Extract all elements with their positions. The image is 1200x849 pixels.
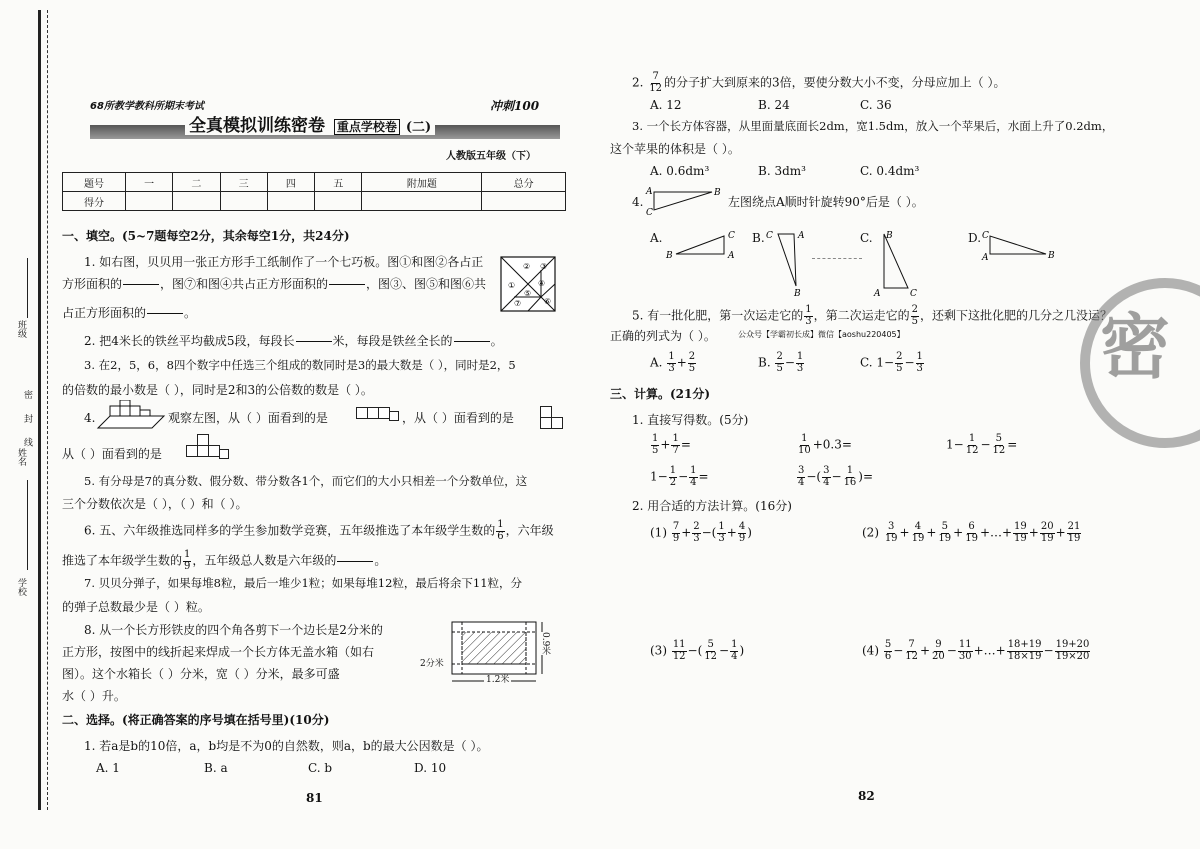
q7-line2: 的弹子总数最少是（ ）粒。 (62, 600, 210, 614)
calc2-expr-4: (4) $\frac{5}{6}$ − $\frac{7}{12}$ + $\frac{9}{20}$ − $\frac{11}{30}$ +…+ $\frac{18+19}{18\times 19}$ − $\frac{19+20}{19\times 20}$ (862, 639, 1090, 662)
score-cell: 附加题 (362, 173, 482, 192)
view-figure-3 (186, 434, 236, 464)
choice2-option[interactable]: A. 12 (650, 98, 682, 112)
score-input[interactable] (482, 192, 566, 211)
view-figure-1 (356, 407, 400, 419)
calc1-expr-5: $\frac{3}{4}$ −( $\frac{3}{4}$ − $\frac{1}{16}$ )= (798, 465, 874, 488)
choice5-text: ，还剩下这批化肥的几分之几没运？ (920, 308, 1113, 323)
score-table-header-row (63, 173, 566, 192)
svg-text:B: B (886, 231, 893, 241)
q6-text: 6. 五、六年级推选同样多的学生参加数学竞赛，五年级推选了本年级学生数的 (84, 523, 496, 538)
answer-fraction-blank[interactable] (296, 334, 332, 349)
fraction: $\frac{2}{5}$ (776, 351, 783, 374)
fraction: $\frac{1}{3}$ (668, 351, 675, 374)
q2-text: 。 (490, 334, 503, 348)
q8-line3: 图）。这个水箱长（ ）分米，宽（ ）分米，最多可盛 (62, 667, 340, 681)
score-input[interactable] (362, 192, 482, 211)
answer-fraction-blank[interactable] (454, 334, 490, 349)
calc1-expr-4: 1− $\frac{1}{2}$ − $\frac{1}{4}$ = (650, 465, 709, 488)
q2-text: 米，每段是铁丝全长的 (332, 334, 453, 348)
q5-line1: 5. 有分母是7的真分数、假分数、带分数各1个，而它们的大小只相差一个分数单位，这 (84, 474, 528, 488)
svg-text:⑤: ⑤ (524, 289, 532, 298)
school-label: 学校 (16, 578, 26, 596)
svg-text:B: B (794, 289, 801, 296)
calc1-title: 1. 直接写得数。(5分) (632, 413, 749, 427)
rotation-option-b[interactable] (764, 226, 814, 296)
svg-text:B: B (714, 188, 721, 198)
denominator: 3 (805, 315, 812, 327)
choice5-line1 (632, 305, 1112, 327)
choice2-option[interactable]: C. 36 (860, 98, 892, 112)
name-label: 姓名 (16, 448, 26, 466)
calc2-expr-1: (1) $\frac{7}{9}$ + $\frac{2}{3}$ −( $\frac{1}{3}$ + $\frac{4}{9}$ ) (650, 521, 752, 544)
fraction (648, 72, 663, 94)
fraction (911, 305, 919, 327)
choice5-option-a[interactable]: A. $\frac{1}{3}$ + $\frac{2}{5}$ (650, 351, 696, 374)
score-table-score-row (63, 192, 566, 211)
section2-title: 二、选择。(将正确答案的序号填在括号里)(10分) (62, 713, 330, 727)
option-letter: B. (758, 355, 771, 370)
svg-text:③: ③ (540, 262, 548, 271)
denominator: 12 (649, 82, 663, 94)
score-cell: 五 (315, 173, 362, 192)
paper-title-text: 全真模拟训练密卷 (189, 116, 325, 136)
fraction: $\frac{1}{3}$ (796, 351, 804, 374)
option-letter: A. (650, 355, 663, 370)
answer-fraction-blank[interactable] (337, 554, 373, 569)
scan-mark (812, 258, 862, 259)
choice1-question: 1. 若a是b的10倍，a，b均是不为0的自然数，则a，b的最大公因数是（ ）。 (84, 739, 489, 753)
svg-text:C: C (766, 231, 773, 241)
score-input[interactable] (126, 192, 173, 211)
rotation-option-d[interactable] (980, 226, 1060, 262)
q8-line2: 正方形，按图中的线折起来焊成一个长方体无盖水箱（如右 (62, 645, 375, 659)
page-number-left: 81 (306, 791, 323, 805)
q6-line2 (62, 550, 386, 572)
choice5-option-b[interactable]: B. $\frac{2}{5}$ − $\frac{1}{3}$ (758, 351, 804, 374)
calc1-expr-2: $\frac{1}{10}$ +0.3= (798, 433, 852, 456)
choice1-option[interactable]: D. 10 (414, 761, 447, 775)
class-blank (27, 258, 28, 318)
seal-line-text: 密 封 线 (22, 390, 32, 453)
score-cell: 得分 (63, 192, 126, 211)
choice3-line1: 3. 一个长方体容器，从里面量底面长2dm，宽1.5dm，放入一个苹果后，水面上升了0.2dm， (632, 119, 1114, 133)
choice3-option[interactable]: A. 0.6dm³ (650, 164, 710, 178)
option-letter: C. (860, 355, 873, 370)
svg-text:C: C (646, 208, 653, 218)
choice1-option[interactable]: B. a (204, 761, 228, 775)
denominator: 5 (911, 315, 919, 327)
svg-text:⑥: ⑥ (544, 297, 552, 306)
paper-title (185, 118, 435, 135)
svg-text:A: A (646, 187, 653, 197)
numerator: 2 (911, 304, 919, 315)
q5-line2: 三个分数依次是（ ），（ ）和（ ）。 (62, 497, 248, 511)
fraction: $\frac{2}{5}$ (688, 351, 696, 374)
choice1-option[interactable]: A. 1 (96, 761, 120, 775)
score-input[interactable] (267, 192, 314, 211)
score-table (62, 172, 566, 211)
series-label: 68所教学教科所期末考试 (90, 101, 204, 112)
binding-outer-line (38, 10, 41, 810)
svg-text:C: C (728, 231, 735, 241)
q8-line4: 水（ ）升。 (62, 689, 126, 703)
q1-line2 (62, 277, 486, 292)
choice4-option[interactable]: C. (860, 231, 873, 245)
choice3-option[interactable]: B. 3dm³ (758, 164, 806, 178)
q4-text3: 从（ ）面看到的是 (62, 447, 162, 461)
q1-text: 占正方形面积的 (62, 306, 147, 320)
q4-text2: ，从（ ）面看到的是 (402, 411, 514, 425)
score-cell: 总分 (482, 173, 566, 192)
q1-text: 方形面积的 (62, 277, 123, 291)
numerator: 1 (805, 304, 812, 315)
view-cell (551, 417, 563, 429)
q3-line1: 3. 在2，5，6，8四个数字中任选三个组成的数同时是3的最大数是（ ），同时是2，5 (84, 358, 516, 372)
denominator: 9 (184, 560, 191, 572)
svg-text:②: ② (523, 262, 531, 271)
q1-text: 。 (184, 306, 197, 320)
paper-tag-num: (二) (405, 120, 432, 135)
score-cell: 四 (267, 173, 314, 192)
score-input[interactable] (220, 192, 267, 211)
q1-text: ，图③、图⑤和图⑥共 (366, 277, 487, 291)
section1-title: 一、填空。(5~7题每空2分，其余每空1分，共24分) (62, 229, 350, 243)
choice3-option[interactable]: C. 0.4dm³ (860, 164, 920, 178)
numerator: 1 (184, 549, 191, 560)
score-cell: 题号 (63, 173, 126, 192)
svg-text:⑦: ⑦ (514, 299, 522, 308)
edition-label: 人教版五年级（下） (446, 151, 536, 162)
q6-line1 (84, 520, 554, 542)
choice4-number: 4. (632, 195, 644, 209)
q1-line1: 1. 如右图，贝贝用一张正方形手工纸制作了一个七巧板。图①和图②各占正 (84, 255, 484, 269)
choice5-line2: 正确的列式为（ ）。 (610, 329, 716, 343)
numerator: 7 (652, 71, 659, 82)
calc2-expr-2: (2) $\frac{3}{19}$ + $\frac{4}{19}$ + $\frac{5}{19}$ + $\frac{6}{19}$ +…+ $\frac{19}{19}$ + $\frac{20}{19}$ + $\frac{21}{19}$ (862, 521, 1081, 544)
svg-text:④: ④ (538, 279, 546, 288)
calc1-expr-3: 1− $\frac{1}{12}$ − $\frac{5}{12}$ = (946, 433, 1018, 456)
svg-text:C: C (910, 289, 917, 296)
choice2-question (632, 72, 1005, 94)
q1-line3 (62, 306, 196, 321)
calc2-expr-3: (3) $\frac{11}{12}$ −( $\frac{5}{12}$ − $\frac{1}{4}$ ) (650, 639, 745, 662)
choice3-line2: 这个苹果的体积是（ ）。 (610, 142, 740, 156)
q8-line1: 8. 从一个长方形铁皮的四个角各剪下一个边长是2分米的 (84, 623, 383, 637)
name-blank (27, 480, 28, 570)
q2-text: 2. 把4米长的铁丝平均截成5段，每段长 (84, 334, 295, 348)
score-input[interactable] (173, 192, 220, 211)
rotation-source-figure (644, 184, 724, 218)
choice5-option-c[interactable]: C. 1− $\frac{2}{5}$ − $\frac{1}{3}$ (860, 351, 923, 374)
q4-number: 4. (84, 411, 96, 425)
svg-text:B: B (666, 251, 673, 261)
brand-logo: 冲刺100 (490, 99, 540, 113)
score-cell: 一 (126, 173, 173, 192)
svg-text:A: A (874, 289, 881, 296)
q6-text: 。 (374, 553, 387, 568)
svg-text:A: A (982, 253, 989, 262)
binding-dashed-line (47, 10, 48, 810)
score-input[interactable] (315, 192, 362, 211)
choice2-text: 2. (632, 75, 644, 90)
page-number-right: 82 (858, 789, 875, 803)
fig8-bottom-label: 1.2米 (486, 675, 510, 685)
answer-fraction-blank[interactable] (147, 306, 183, 321)
class-label: 班级 (16, 320, 26, 338)
q7-line1: 7. 贝贝分弹子，如果每堆8粒，最后一堆少1粒；如果每堆12粒，最后将余下11粒，分 (84, 576, 523, 590)
svg-text:A: A (728, 251, 735, 261)
numerator: 1 (497, 519, 504, 530)
cube-solid-figure (96, 400, 166, 430)
calc2-title: 2. 用合适的方法计算。(16分) (632, 499, 792, 513)
q3-line2: 的倍数的最小数是（ ），同时是2和3的公倍数的数是（ ）。 (62, 383, 373, 397)
svg-text:A: A (798, 231, 805, 241)
q2-line (84, 334, 503, 349)
answer-fraction-blank[interactable] (329, 277, 365, 292)
svg-text:C: C (982, 231, 989, 241)
rotation-option-a[interactable] (662, 226, 742, 262)
view-cell (219, 449, 229, 459)
rotation-option-c[interactable] (872, 226, 922, 296)
watermark-text: 公众号【学霸初长成】微信【aoshu220405】 (738, 330, 905, 339)
score-cell: 三 (220, 173, 267, 192)
choice2-option[interactable]: B. 24 (758, 98, 790, 112)
fraction (496, 520, 504, 542)
denominator: 6 (497, 530, 504, 542)
section3-title: 三、计算。(21分) (610, 387, 711, 401)
choice4-option[interactable]: D. (968, 231, 982, 245)
svg-text:B: B (1048, 251, 1055, 261)
choice4-text: 左图绕点A顺时针旋转90°后是（ ）。 (728, 195, 924, 209)
fig8-side-label: 2分米 (420, 659, 444, 669)
choice2-text: 的分子扩大到原来的3倍，要使分数大小不变，分母应加上（ ）。 (664, 75, 1006, 90)
q6-text: 推选了本年级学生数的 (62, 553, 183, 568)
choice4-option[interactable]: B. (752, 231, 765, 245)
answer-fraction-blank[interactable] (123, 277, 159, 292)
q6-text: ，五年级总人数是六年级的 (192, 553, 337, 568)
q1-text: ，图⑦和图④共占正方形面积的 (160, 277, 329, 291)
fraction (183, 550, 191, 572)
q6-text: ，六年级 (505, 523, 554, 538)
fig8-right-label: 0.9米 (540, 632, 550, 656)
choice5-text: ，第二次运走它的 (813, 308, 910, 323)
view-figure-2 (540, 406, 562, 436)
calc1-expr-1: $\frac{1}{5}$ + $\frac{1}{7}$ = (652, 433, 691, 456)
svg-text:①: ① (508, 281, 516, 290)
score-cell: 二 (173, 173, 220, 192)
fraction: $\frac{1}{3}$ (916, 351, 923, 374)
seal-stamp-char: 密 (1100, 306, 1170, 388)
choice1-option[interactable]: C. b (308, 761, 333, 775)
fraction: $\frac{2}{5}$ (896, 351, 903, 374)
choice5-text: 5. 有一批化肥，第一次运走它的 (632, 308, 804, 323)
paper-tag: 重点学校卷 (334, 119, 400, 135)
q4-text1: 观察左图，从（ ）面看到的是 (168, 411, 328, 425)
choice4-option[interactable]: A. (650, 231, 663, 245)
fraction (804, 305, 812, 327)
tangram-figure (500, 256, 556, 312)
view-cell (389, 411, 399, 421)
